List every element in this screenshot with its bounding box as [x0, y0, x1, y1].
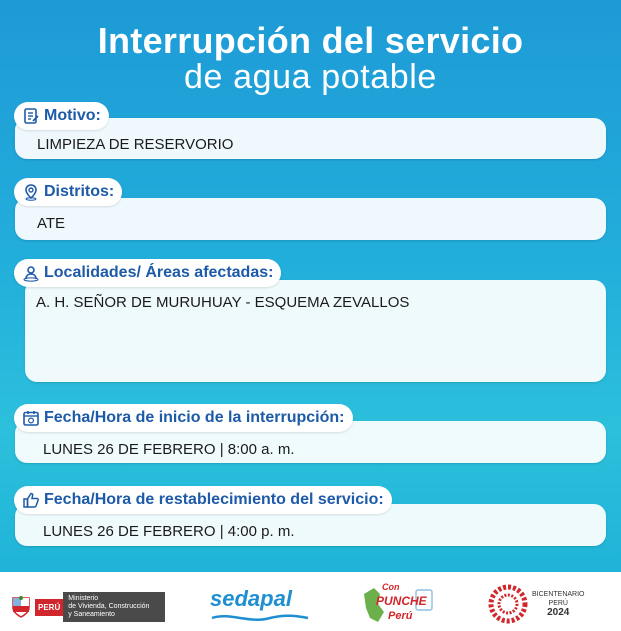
restablecimiento-label-text: Fecha/Hora de restablecimiento del servicio:	[44, 491, 384, 508]
motivo-label	[14, 102, 109, 130]
motivo-label-text: Motivo:	[44, 107, 101, 124]
campaign-con: Con	[382, 582, 400, 592]
peru-coat-of-arms-icon	[10, 595, 32, 619]
sedapal-wave-icon	[210, 612, 310, 624]
map-person-icon	[22, 264, 40, 282]
restablecimiento-value: LUNES 26 DE FEBRERO | 4:00 p. m.	[43, 523, 295, 540]
localidades-value: A. H. SEÑOR DE MURUHUAY - ESQUEMA ZEVALLOS	[36, 294, 410, 311]
restablecimiento-label	[14, 486, 392, 514]
bicentenario-emblem-icon	[488, 584, 528, 624]
bicentenario-logo	[488, 584, 598, 624]
inicio-label-text: Fecha/Hora de inicio de la interrupción:	[44, 409, 345, 426]
ministry-name: Ministerio de Vivienda, Construcción y Saneamiento	[63, 592, 165, 622]
clipboard-edit-icon	[22, 107, 40, 125]
sedapal-wordmark: sedapal	[210, 586, 292, 611]
inicio-label	[14, 404, 353, 432]
bicentenario-text: BICENTENARIO PERÚ 2024	[532, 591, 585, 618]
campaign-peru: Perú	[388, 610, 413, 622]
distritos-label-text: Distritos:	[44, 183, 115, 200]
footer-logos	[0, 572, 621, 630]
distritos-label	[14, 178, 122, 206]
localidades-label-text: Localidades/ Áreas afectadas:	[44, 264, 274, 281]
title-line-1: Interrupción del servicio	[97, 20, 524, 61]
title-line-2: de agua potable	[184, 58, 437, 96]
thumbs-up-icon	[22, 491, 40, 509]
con-punche-peru-logo	[358, 582, 438, 626]
sedapal-logo	[210, 586, 310, 622]
inicio-value: LUNES 26 DE FEBRERO | 8:00 a. m.	[43, 441, 295, 458]
localidades-label	[14, 259, 281, 287]
distritos-value: ATE	[37, 215, 66, 232]
location-pin-icon	[22, 183, 40, 201]
calendar-icon	[22, 409, 40, 427]
ministry-logo	[10, 592, 165, 622]
campaign-punche: PUNCHE	[376, 594, 427, 608]
ministry-country-label: PERÚ	[35, 599, 63, 616]
motivo-value: LIMPIEZA DE RESERVORIO	[37, 136, 234, 153]
